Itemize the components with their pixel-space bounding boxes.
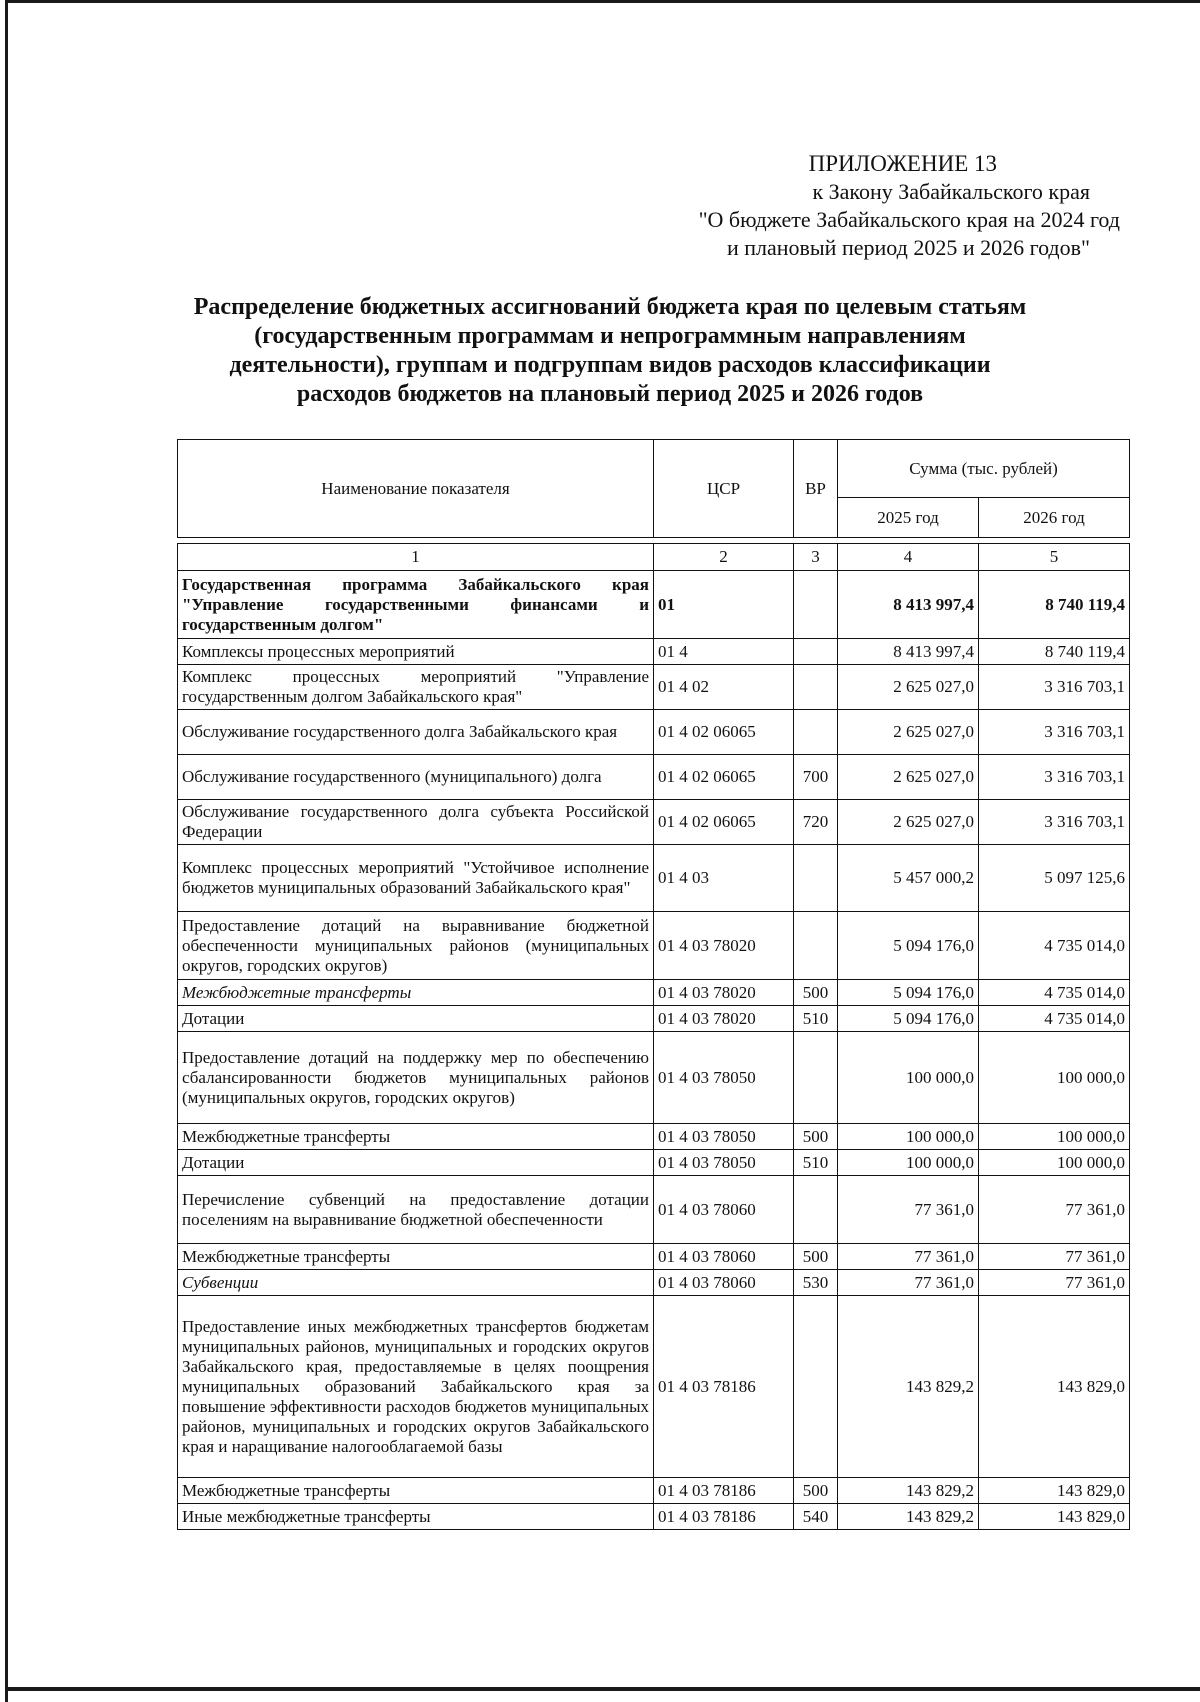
row-2026: 4 735 014,0: [979, 980, 1130, 1006]
table-row: [178, 1124, 1130, 1150]
row-name: Обслуживание государственного долга Забайкальского края: [178, 710, 654, 755]
row-csr: 01 4 03 78060: [654, 1176, 794, 1244]
row-vr: 500: [794, 1244, 838, 1270]
row-vr: [794, 845, 838, 912]
column-number: 2: [654, 544, 794, 571]
row-2025: 100 000,0: [838, 1032, 979, 1124]
row-vr: [794, 571, 838, 639]
table-row: [178, 980, 1130, 1006]
table-row: [178, 1504, 1130, 1530]
row-csr: 01 4 03 78186: [654, 1478, 794, 1504]
table-row: [178, 665, 1130, 710]
table-row: [178, 1032, 1130, 1124]
table-row: [178, 845, 1130, 912]
row-name: Межбюджетные трансферты: [178, 1478, 654, 1504]
row-name: Государственная программа Забайкальского края "Управление государственными финансами и государственным долгом": [178, 571, 654, 639]
row-name: Комплекс процессных мероприятий "Управление государственным долгом Забайкальского края": [178, 665, 654, 710]
row-2025: 2 625 027,0: [838, 800, 979, 845]
row-name: Субвенции: [178, 1270, 654, 1296]
row-vr: [794, 639, 838, 665]
header-2025: 2025 год: [838, 498, 979, 538]
appendix-line-2: "О бюджете Забайкальского края на 2024 год: [698, 207, 1120, 232]
row-vr: 720: [794, 800, 838, 845]
column-numbers-row: [178, 544, 1130, 571]
row-2026: 77 361,0: [979, 1176, 1130, 1244]
appendix-block: [560, 150, 1120, 262]
row-vr: [794, 710, 838, 755]
row-vr: [794, 1176, 838, 1244]
row-csr: 01 4 02 06065: [654, 710, 794, 755]
row-2026: 100 000,0: [979, 1032, 1130, 1124]
row-vr: 500: [794, 1478, 838, 1504]
row-vr: 500: [794, 1124, 838, 1150]
row-vr: [794, 912, 838, 980]
table-row: [178, 710, 1130, 755]
row-2026: 100 000,0: [979, 1150, 1130, 1176]
row-2025: 2 625 027,0: [838, 755, 979, 800]
row-2025: 100 000,0: [838, 1150, 979, 1176]
column-number: 5: [979, 544, 1130, 571]
table-row: [178, 1244, 1130, 1270]
row-2026: 5 097 125,6: [979, 845, 1130, 912]
column-number: 1: [178, 544, 654, 571]
table-row: [178, 1176, 1130, 1244]
header-name: Наименование показателя: [178, 440, 654, 538]
row-2026: 3 316 703,1: [979, 665, 1130, 710]
row-2025: 143 829,2: [838, 1296, 979, 1478]
row-2026: 143 829,0: [979, 1504, 1130, 1530]
row-2025: 5 094 176,0: [838, 1006, 979, 1032]
row-vr: 540: [794, 1504, 838, 1530]
row-csr: 01 4 03 78020: [654, 1006, 794, 1032]
row-csr: 01 4 03 78050: [654, 1032, 794, 1124]
row-2026: 143 829,0: [979, 1478, 1130, 1504]
column-number: 4: [838, 544, 979, 571]
row-2026: 8 740 119,4: [979, 571, 1130, 639]
row-name: Иные межбюджетные трансферты: [178, 1504, 654, 1530]
row-vr: 530: [794, 1270, 838, 1296]
row-2025: 5 457 000,2: [838, 845, 979, 912]
table-row: [178, 1478, 1130, 1504]
row-csr: 01 4 03 78060: [654, 1244, 794, 1270]
row-2025: 143 829,2: [838, 1478, 979, 1504]
row-2026: 3 316 703,1: [979, 710, 1130, 755]
appendix-line-1: к Закону Забайкальского края: [812, 179, 1090, 204]
row-vr: 510: [794, 1150, 838, 1176]
row-2025: 77 361,0: [838, 1270, 979, 1296]
header-csr: ЦСР: [654, 440, 794, 538]
row-vr: 510: [794, 1006, 838, 1032]
document-title-line-2: (государственным программам и непрограммным направлениям: [254, 323, 966, 349]
row-2025: 77 361,0: [838, 1244, 979, 1270]
row-name: Дотации: [178, 1006, 654, 1032]
document-title-line-3: деятельности), группам и подгруппам видов расходов классификации: [229, 352, 991, 378]
row-csr: 01 4 02: [654, 665, 794, 710]
row-2026: 100 000,0: [979, 1124, 1130, 1150]
row-csr: 01 4 03 78050: [654, 1124, 794, 1150]
row-2026: 4 735 014,0: [979, 912, 1130, 980]
row-name: Межбюджетные трансферты: [178, 980, 654, 1006]
row-2025: 100 000,0: [838, 1124, 979, 1150]
row-2025: 2 625 027,0: [838, 710, 979, 755]
row-name: Перечисление субвенций на предоставление дотации поселениям на выравнивание бюджетной обеспеченности: [178, 1176, 654, 1244]
table-row: [178, 800, 1130, 845]
row-2026: 143 829,0: [979, 1296, 1130, 1478]
row-csr: 01 4 03: [654, 845, 794, 912]
row-2025: 8 413 997,4: [838, 571, 979, 639]
document-title-line-1: Распределение бюджетных ассигнований бюджета края по целевым статьям: [193, 294, 1027, 320]
row-vr: [794, 1032, 838, 1124]
row-name: Комплекс процессных мероприятий "Устойчивое исполнение бюджетов муниципальных образований Забайкальского края": [178, 845, 654, 912]
table-row: [178, 1006, 1130, 1032]
scan-edge-left: [5, 0, 8, 1702]
row-csr: 01 4 02 06065: [654, 755, 794, 800]
column-number: 3: [794, 544, 838, 571]
row-2026: 4 735 014,0: [979, 1006, 1130, 1032]
row-csr: 01 4 03 78186: [654, 1296, 794, 1478]
row-vr: [794, 665, 838, 710]
row-csr: 01 4 02 06065: [654, 800, 794, 845]
table-row: [178, 1270, 1130, 1296]
row-name: Межбюджетные трансферты: [178, 1124, 654, 1150]
document-title-line-4: расходов бюджетов на плановый период 2025 и 2026 годов: [296, 381, 924, 407]
table-row: [178, 639, 1130, 665]
row-2025: 5 094 176,0: [838, 980, 979, 1006]
row-name: Обслуживание государственного долга субъекта Российской Федерации: [178, 800, 654, 845]
scan-edge-top: [6, 0, 1200, 3]
row-csr: 01 4 03 78020: [654, 980, 794, 1006]
row-vr: 700: [794, 755, 838, 800]
row-2025: 8 413 997,4: [838, 639, 979, 665]
table-row: [178, 1150, 1130, 1176]
appendix-title: ПРИЛОЖЕНИЕ 13: [808, 151, 997, 176]
row-name: Предоставление дотаций на поддержку мер по обеспечению сбалансированности бюджетов муниципальных районов (муниципальных округов, городских округов): [178, 1032, 654, 1124]
row-2025: 5 094 176,0: [838, 912, 979, 980]
row-csr: 01: [654, 571, 794, 639]
row-name: Межбюджетные трансферты: [178, 1244, 654, 1270]
row-csr: 01 4 03 78186: [654, 1504, 794, 1530]
table-row: [178, 1296, 1130, 1478]
row-2026: 77 361,0: [979, 1270, 1130, 1296]
row-2026: 3 316 703,1: [979, 800, 1130, 845]
row-csr: 01 4 03 78050: [654, 1150, 794, 1176]
row-csr: 01 4: [654, 639, 794, 665]
row-name: Предоставление дотаций на выравнивание бюджетной обеспеченности муниципальных районов (муниципальных округов, городских округов): [178, 912, 654, 980]
row-2026: 8 740 119,4: [979, 639, 1130, 665]
row-2025: 2 625 027,0: [838, 665, 979, 710]
row-2026: 3 316 703,1: [979, 755, 1130, 800]
header-2026: 2026 год: [979, 498, 1130, 538]
row-vr: 500: [794, 980, 838, 1006]
budget-table: [177, 439, 1130, 1530]
row-2026: 77 361,0: [979, 1244, 1130, 1270]
row-2025: 143 829,2: [838, 1504, 979, 1530]
row-name: Обслуживание государственного (муниципального) долга: [178, 755, 654, 800]
row-vr: [794, 1296, 838, 1478]
header-vr: ВР: [794, 440, 838, 538]
row-csr: 01 4 03 78060: [654, 1270, 794, 1296]
table-row: [178, 755, 1130, 800]
row-csr: 01 4 03 78020: [654, 912, 794, 980]
row-2025: 77 361,0: [838, 1176, 979, 1244]
header-sum: Сумма (тыс. рублей): [838, 440, 1130, 498]
row-name: Предоставление иных межбюджетных трансфертов бюджетам муниципальных районов, муниципальных и городских округов Забайкальского края, предоставляемые в целях поощрения муниципальных образований Забайкальского края за повышение эффективности расходов бюджетов муниципальных районов, муниципальных и городских округов Забайкальского края и наращивание налогооблагаемой базы: [178, 1296, 654, 1478]
appendix-line-3: и плановый период 2025 и 2026 годов": [726, 235, 1090, 260]
scan-edge-bottom: [6, 1687, 1200, 1691]
table-row: [178, 912, 1130, 980]
row-name: Комплексы процессных мероприятий: [178, 639, 654, 665]
table-row: [178, 571, 1130, 639]
document-title: [150, 293, 1070, 409]
row-name: Дотации: [178, 1150, 654, 1176]
